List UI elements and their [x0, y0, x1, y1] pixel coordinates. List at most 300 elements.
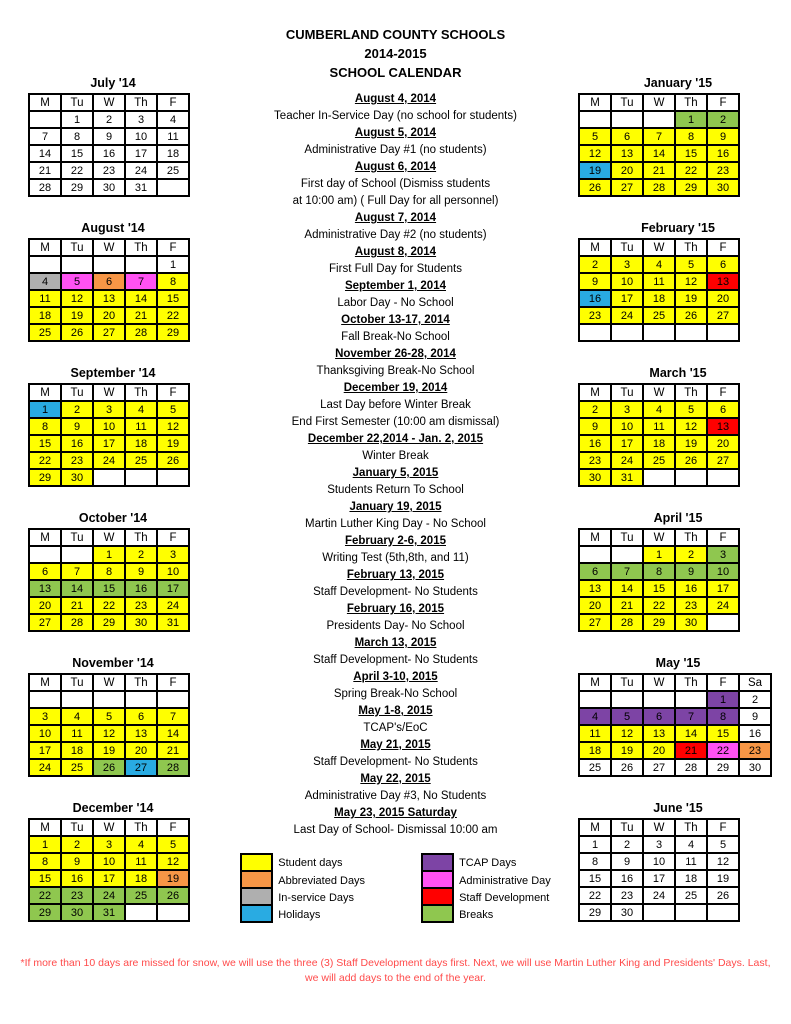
event-description: TCAP's/EoC	[363, 722, 428, 734]
day-cell: 10	[125, 128, 157, 145]
day-cell: 21	[675, 742, 707, 759]
day-cell: 13	[707, 418, 739, 435]
day-cell: 3	[29, 708, 61, 725]
school-year: 2014-2015	[364, 46, 427, 61]
day-cell: 27	[611, 179, 643, 196]
day-cell: 25	[643, 307, 675, 324]
event-date: May 1-8, 2015	[358, 705, 433, 717]
event-date: December 19, 2014	[343, 382, 448, 394]
day-cell: 7	[643, 128, 675, 145]
event-date: August 5, 2014	[354, 127, 437, 139]
day-cell: 25	[157, 162, 189, 179]
legend-label: Abbreviated Days	[278, 874, 366, 887]
day-header: Tu	[61, 94, 93, 111]
day-cell: 25	[61, 759, 93, 776]
event-description: Writing Test (5th,8th, and 11)	[322, 552, 469, 564]
day-cell: 18	[643, 435, 675, 452]
event-date: September 1, 2014	[344, 280, 446, 292]
day-cell: 13	[29, 580, 61, 597]
day-cell	[61, 256, 93, 273]
day-header: Tu	[611, 674, 643, 691]
day-cell: 29	[675, 179, 707, 196]
day-cell: 25	[643, 452, 675, 469]
day-cell	[675, 469, 707, 486]
day-cell	[157, 691, 189, 708]
day-cell: 16	[579, 435, 611, 452]
day-header: Th	[125, 384, 157, 401]
day-cell: 17	[643, 870, 675, 887]
calendar-month-title: August '14	[81, 221, 145, 235]
legend-label: In-service Days	[278, 891, 355, 904]
calendar-month-title: March '15	[649, 366, 707, 380]
day-cell: 27	[707, 307, 739, 324]
day-cell: 8	[29, 853, 61, 870]
day-cell: 11	[643, 273, 675, 290]
day-header: Tu	[611, 239, 643, 256]
day-cell: 27	[29, 614, 61, 631]
day-cell: 1	[29, 836, 61, 853]
calendar-january-15	[578, 76, 778, 197]
calendar-december-14	[28, 801, 198, 922]
legend-label: TCAP Days	[459, 856, 517, 869]
event-description: Presidents Day- No School	[326, 620, 465, 632]
day-cell: 11	[29, 290, 61, 307]
day-cell: 21	[61, 597, 93, 614]
day-cell: 26	[157, 887, 189, 904]
event-date: January 5, 2015	[352, 467, 439, 479]
event-date: April 3-10, 2015	[353, 671, 438, 683]
day-cell: 4	[125, 401, 157, 418]
day-cell: 1	[707, 691, 739, 708]
day-cell: 8	[579, 853, 611, 870]
day-cell: 15	[61, 145, 93, 162]
day-cell: 20	[707, 435, 739, 452]
day-cell: 20	[125, 742, 157, 759]
day-cell: 27	[579, 614, 611, 631]
day-cell: 11	[125, 418, 157, 435]
day-cell: 10	[157, 563, 189, 580]
day-cell: 4	[157, 111, 189, 128]
day-cell: 7	[157, 708, 189, 725]
day-cell: 6	[29, 563, 61, 580]
day-cell: 2	[707, 111, 739, 128]
day-cell: 14	[611, 580, 643, 597]
day-cell: 30	[579, 469, 611, 486]
day-cell: 16	[61, 870, 93, 887]
day-header: Th	[125, 819, 157, 836]
day-cell: 3	[93, 401, 125, 418]
calendar-grid	[578, 818, 740, 922]
legend-label: Breaks	[459, 908, 494, 921]
calendar-month-title: December '14	[72, 801, 154, 815]
day-cell: 12	[675, 273, 707, 290]
legend-right-column	[421, 853, 551, 923]
day-header: Tu	[611, 94, 643, 111]
day-cell: 5	[157, 401, 189, 418]
day-cell: 19	[157, 870, 189, 887]
day-cell: 30	[739, 759, 771, 776]
day-cell	[643, 469, 675, 486]
day-cell: 17	[93, 870, 125, 887]
day-cell: 10	[93, 853, 125, 870]
day-cell: 22	[579, 887, 611, 904]
day-header: F	[157, 529, 189, 546]
day-cell: 4	[579, 708, 611, 725]
day-cell: 26	[157, 452, 189, 469]
day-cell: 11	[643, 418, 675, 435]
day-cell: 24	[643, 887, 675, 904]
day-header: W	[643, 819, 675, 836]
day-cell: 10	[611, 273, 643, 290]
day-cell: 19	[675, 435, 707, 452]
day-cell: 30	[93, 179, 125, 196]
day-cell: 5	[707, 836, 739, 853]
day-cell: 6	[643, 708, 675, 725]
day-cell: 16	[125, 580, 157, 597]
day-cell: 29	[707, 759, 739, 776]
day-cell: 28	[643, 179, 675, 196]
event-description: Administrative Day #3, No Students	[304, 790, 487, 802]
calendar-august-14	[28, 221, 198, 342]
day-cell: 18	[157, 145, 189, 162]
event-date: February 13, 2015	[346, 569, 445, 581]
calendar-october-14	[28, 511, 198, 632]
event-date: February 2-6, 2015	[344, 535, 446, 547]
day-cell: 19	[707, 870, 739, 887]
day-cell: 9	[125, 563, 157, 580]
day-cell	[611, 111, 643, 128]
day-cell	[125, 256, 157, 273]
event-description: Fall Break-No School	[341, 331, 450, 343]
day-header: Tu	[611, 384, 643, 401]
day-cell: 6	[707, 401, 739, 418]
day-cell: 2	[739, 691, 771, 708]
event-description: at 10:00 am) ( Full Day for all personnel)	[292, 195, 499, 207]
day-cell: 29	[643, 614, 675, 631]
day-cell: 22	[61, 162, 93, 179]
day-cell: 29	[579, 904, 611, 921]
day-cell: 11	[61, 725, 93, 742]
day-cell: 9	[61, 418, 93, 435]
day-cell: 13	[611, 145, 643, 162]
calendar-grid	[28, 238, 190, 342]
day-header: M	[29, 239, 61, 256]
calendar-month-title: June '15	[653, 801, 703, 815]
day-cell: 26	[579, 179, 611, 196]
day-cell: 10	[29, 725, 61, 742]
day-cell	[93, 469, 125, 486]
day-cell: 29	[93, 614, 125, 631]
day-cell: 23	[579, 452, 611, 469]
right-calendar-column	[578, 76, 778, 922]
calendar-grid	[28, 93, 190, 197]
event-description: Administrative Day #1 (no students)	[304, 144, 487, 156]
day-header: Sa	[739, 674, 771, 691]
calendar-month-title: February '15	[641, 221, 715, 235]
day-cell: 21	[611, 597, 643, 614]
day-cell: 9	[675, 563, 707, 580]
day-header: M	[29, 94, 61, 111]
day-cell: 10	[611, 418, 643, 435]
day-cell	[707, 614, 739, 631]
calendar-month-title: May '15	[655, 656, 701, 670]
day-cell: 7	[125, 273, 157, 290]
day-cell: 6	[93, 273, 125, 290]
day-cell: 26	[707, 887, 739, 904]
day-cell: 8	[643, 563, 675, 580]
legend	[193, 853, 598, 923]
day-cell	[29, 546, 61, 563]
legend-label: Staff Development	[459, 891, 550, 904]
day-header: W	[93, 384, 125, 401]
day-cell: 21	[29, 162, 61, 179]
day-cell: 26	[611, 759, 643, 776]
day-cell: 25	[125, 452, 157, 469]
day-cell	[579, 546, 611, 563]
event-date: November 26-28, 2014	[335, 348, 456, 360]
event-description: Winter Break	[362, 450, 429, 462]
day-cell: 25	[579, 759, 611, 776]
day-cell	[579, 111, 611, 128]
day-cell: 24	[611, 452, 643, 469]
day-cell: 26	[675, 452, 707, 469]
event-description: Labor Day - No School	[337, 297, 454, 309]
day-header: M	[579, 239, 611, 256]
day-cell: 18	[61, 742, 93, 759]
event-date: May 21, 2015	[360, 739, 431, 751]
event-date: August 4, 2014	[354, 93, 437, 105]
calendar-grid	[28, 383, 190, 487]
day-cell	[707, 469, 739, 486]
day-cell: 10	[643, 853, 675, 870]
event-date: May 23, 2015 Saturday	[334, 807, 457, 819]
day-cell: 4	[675, 836, 707, 853]
day-cell: 31	[93, 904, 125, 921]
day-cell: 8	[157, 273, 189, 290]
day-cell: 11	[675, 853, 707, 870]
day-header: F	[707, 384, 739, 401]
day-cell	[157, 179, 189, 196]
day-cell: 14	[125, 290, 157, 307]
day-cell	[93, 691, 125, 708]
day-cell: 3	[125, 111, 157, 128]
day-cell: 7	[61, 563, 93, 580]
day-header: F	[157, 239, 189, 256]
day-cell: 20	[707, 290, 739, 307]
calendar-grid	[578, 528, 740, 632]
day-cell: 1	[29, 401, 61, 418]
day-cell: 11	[157, 128, 189, 145]
calendar-month-title: September '14	[70, 366, 156, 380]
day-cell: 23	[93, 162, 125, 179]
day-cell: 24	[611, 307, 643, 324]
day-cell	[125, 691, 157, 708]
day-cell: 29	[157, 324, 189, 341]
day-header: W	[643, 674, 675, 691]
legend-label: Student days	[278, 856, 343, 869]
day-header: M	[29, 529, 61, 546]
calendar-september-14	[28, 366, 198, 487]
day-cell: 14	[643, 145, 675, 162]
day-cell: 13	[579, 580, 611, 597]
day-cell: 12	[707, 853, 739, 870]
day-cell: 15	[93, 580, 125, 597]
day-cell: 18	[643, 290, 675, 307]
event-date: October 13-17, 2014	[341, 314, 450, 326]
day-cell: 1	[157, 256, 189, 273]
event-date: August 8, 2014	[354, 246, 437, 258]
day-header: Th	[125, 239, 157, 256]
day-header: F	[707, 239, 739, 256]
day-cell: 17	[93, 435, 125, 452]
day-cell: 9	[611, 853, 643, 870]
day-cell: 12	[675, 418, 707, 435]
day-cell	[579, 691, 611, 708]
day-cell: 15	[29, 870, 61, 887]
day-cell: 19	[579, 162, 611, 179]
day-cell: 25	[675, 887, 707, 904]
day-cell: 21	[125, 307, 157, 324]
calendar-march-15	[578, 366, 778, 487]
day-header: M	[29, 384, 61, 401]
day-header: Tu	[61, 674, 93, 691]
day-cell: 3	[611, 401, 643, 418]
day-cell: 12	[579, 145, 611, 162]
day-header: W	[643, 94, 675, 111]
day-cell: 30	[125, 614, 157, 631]
day-header: W	[93, 94, 125, 111]
event-description: Last Day of School- Dismissal 10:00 am	[293, 824, 498, 836]
day-cell: 11	[125, 853, 157, 870]
day-cell: 30	[61, 469, 93, 486]
event-description: Staff Development- No Students	[313, 586, 478, 598]
day-header: Tu	[61, 819, 93, 836]
day-cell	[61, 691, 93, 708]
event-date: August 7, 2014	[354, 212, 437, 224]
day-cell: 24	[125, 162, 157, 179]
day-cell: 8	[675, 128, 707, 145]
day-cell: 2	[611, 836, 643, 853]
day-header: M	[29, 674, 61, 691]
day-cell: 13	[643, 725, 675, 742]
day-cell: 2	[61, 401, 93, 418]
day-header: Th	[125, 674, 157, 691]
day-header: M	[29, 819, 61, 836]
day-cell: 6	[579, 563, 611, 580]
event-description: Administrative Day #2 (no students)	[304, 229, 487, 241]
day-cell: 17	[157, 580, 189, 597]
day-cell: 16	[675, 580, 707, 597]
day-cell: 27	[707, 452, 739, 469]
day-header: Tu	[611, 819, 643, 836]
day-cell: 23	[579, 307, 611, 324]
day-cell: 14	[675, 725, 707, 742]
event-description: Staff Development- No Students	[313, 654, 478, 666]
day-cell	[675, 324, 707, 341]
day-cell: 2	[675, 546, 707, 563]
day-cell: 12	[157, 853, 189, 870]
day-cell: 9	[61, 853, 93, 870]
day-header: W	[93, 674, 125, 691]
day-cell: 28	[157, 759, 189, 776]
day-header: Th	[675, 529, 707, 546]
day-cell: 24	[93, 452, 125, 469]
day-cell: 18	[579, 742, 611, 759]
day-header: F	[707, 674, 739, 691]
day-cell: 22	[675, 162, 707, 179]
day-cell: 29	[29, 904, 61, 921]
day-cell: 19	[675, 290, 707, 307]
day-cell: 26	[61, 324, 93, 341]
event-description: Teacher In-Service Day (no school for students)	[274, 110, 517, 122]
day-cell: 28	[29, 179, 61, 196]
day-cell: 7	[675, 708, 707, 725]
event-description: End First Semester (10:00 am dismissal)	[291, 416, 500, 428]
day-cell: 10	[707, 563, 739, 580]
day-cell: 24	[707, 597, 739, 614]
day-header: Th	[675, 239, 707, 256]
day-header: M	[579, 94, 611, 111]
day-cell: 25	[125, 887, 157, 904]
day-cell: 15	[707, 725, 739, 742]
day-cell: 27	[125, 759, 157, 776]
calendar-november-14	[28, 656, 198, 777]
day-cell: 7	[611, 563, 643, 580]
day-cell: 12	[157, 418, 189, 435]
day-cell: 1	[675, 111, 707, 128]
day-cell: 15	[643, 580, 675, 597]
calendar-month-title: January '15	[643, 76, 713, 90]
day-cell: 30	[675, 614, 707, 631]
day-cell	[157, 904, 189, 921]
day-cell: 19	[611, 742, 643, 759]
day-cell: 15	[157, 290, 189, 307]
day-cell: 30	[611, 904, 643, 921]
calendar-label: SCHOOL CALENDAR	[329, 65, 462, 80]
day-cell: 9	[579, 273, 611, 290]
day-cell: 30	[61, 904, 93, 921]
day-cell: 28	[675, 759, 707, 776]
day-cell: 28	[611, 614, 643, 631]
day-cell: 4	[61, 708, 93, 725]
day-cell: 4	[643, 401, 675, 418]
day-cell: 23	[611, 887, 643, 904]
day-cell	[157, 469, 189, 486]
event-description: First Full Day for Students	[329, 263, 462, 275]
day-cell	[643, 324, 675, 341]
event-description: Spring Break-No School	[333, 688, 458, 700]
legend-item-holiday	[240, 906, 365, 923]
day-cell: 31	[157, 614, 189, 631]
day-header: Th	[125, 529, 157, 546]
day-cell: 15	[579, 870, 611, 887]
event-date: May 22, 2015	[360, 773, 431, 785]
day-cell	[61, 546, 93, 563]
day-cell: 15	[29, 435, 61, 452]
day-cell: 4	[29, 273, 61, 290]
day-cell: 13	[125, 725, 157, 742]
day-cell: 7	[29, 128, 61, 145]
day-header: W	[93, 819, 125, 836]
day-cell: 20	[643, 742, 675, 759]
day-cell: 9	[739, 708, 771, 725]
day-cell: 9	[579, 418, 611, 435]
day-cell: 17	[29, 742, 61, 759]
day-cell: 16	[707, 145, 739, 162]
day-header: W	[643, 529, 675, 546]
day-cell	[611, 324, 643, 341]
day-header: Th	[675, 384, 707, 401]
